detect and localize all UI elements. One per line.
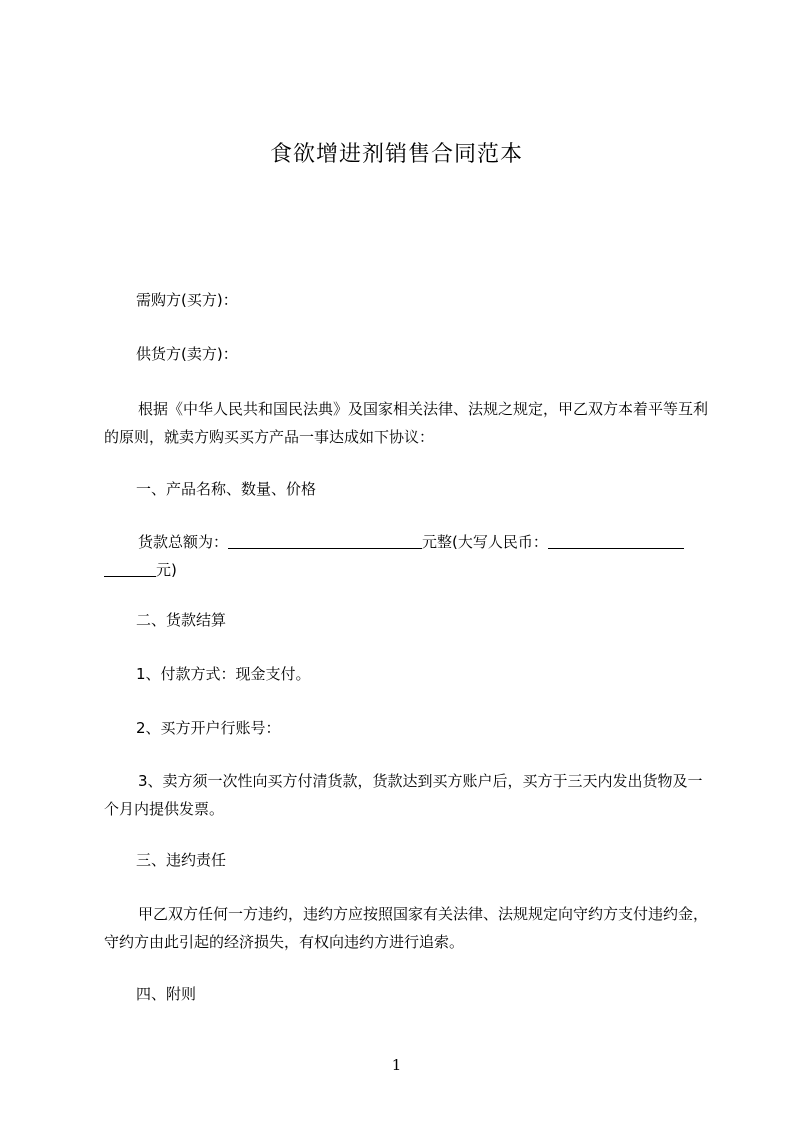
amount-uppercase-blank: [548, 532, 684, 549]
clause-2-1: 1、付款方式：现金支付。: [136, 665, 311, 683]
preamble-paragraph: 根据《中华人民共和国民法典》及国家相关法律、法规之规定，甲乙双方本着平等互利的原则，就卖方购买买方产品一事达成如下协议：: [104, 400, 709, 446]
section1-heading: 一、产品名称、数量、价格: [136, 480, 317, 498]
payment-total-suffix: 元): [156, 561, 177, 579]
payment-total-paragraph: [104, 528, 710, 584]
seller-label: 供货方(卖方)：: [136, 345, 238, 363]
payment-total-prefix: 货款总额为：: [138, 533, 229, 551]
buyer-label: 需购方(买方)：: [136, 291, 238, 309]
amount-blank: [228, 532, 422, 549]
section3-heading: 三、违约责任: [136, 851, 227, 869]
payment-total-middle: 元整(大写人民币：: [422, 533, 548, 551]
clause-3: 甲乙双方任何一方违约，违约方应按照国家有关法律、法规规定向守约方支付违约金，守约方由此引起的经济损失，有权向违约方进行追索。: [104, 905, 709, 951]
document-title: 食欲增进剂销售合同范本: [269, 142, 523, 167]
section4-heading: 四、附则: [136, 985, 197, 1003]
page-number: 1: [391, 1056, 402, 1074]
clause-2-3: 3、卖方须一次性向买方付清货款，货款达到买方账户后，买方于三天内发出货物及一个月内提供发票。: [104, 772, 703, 818]
clause-2-2: 2、买方开户行账号：: [136, 719, 281, 737]
section2-heading: 二、货款结算: [136, 611, 227, 629]
amount-uppercase-blank-continued: [104, 560, 156, 577]
